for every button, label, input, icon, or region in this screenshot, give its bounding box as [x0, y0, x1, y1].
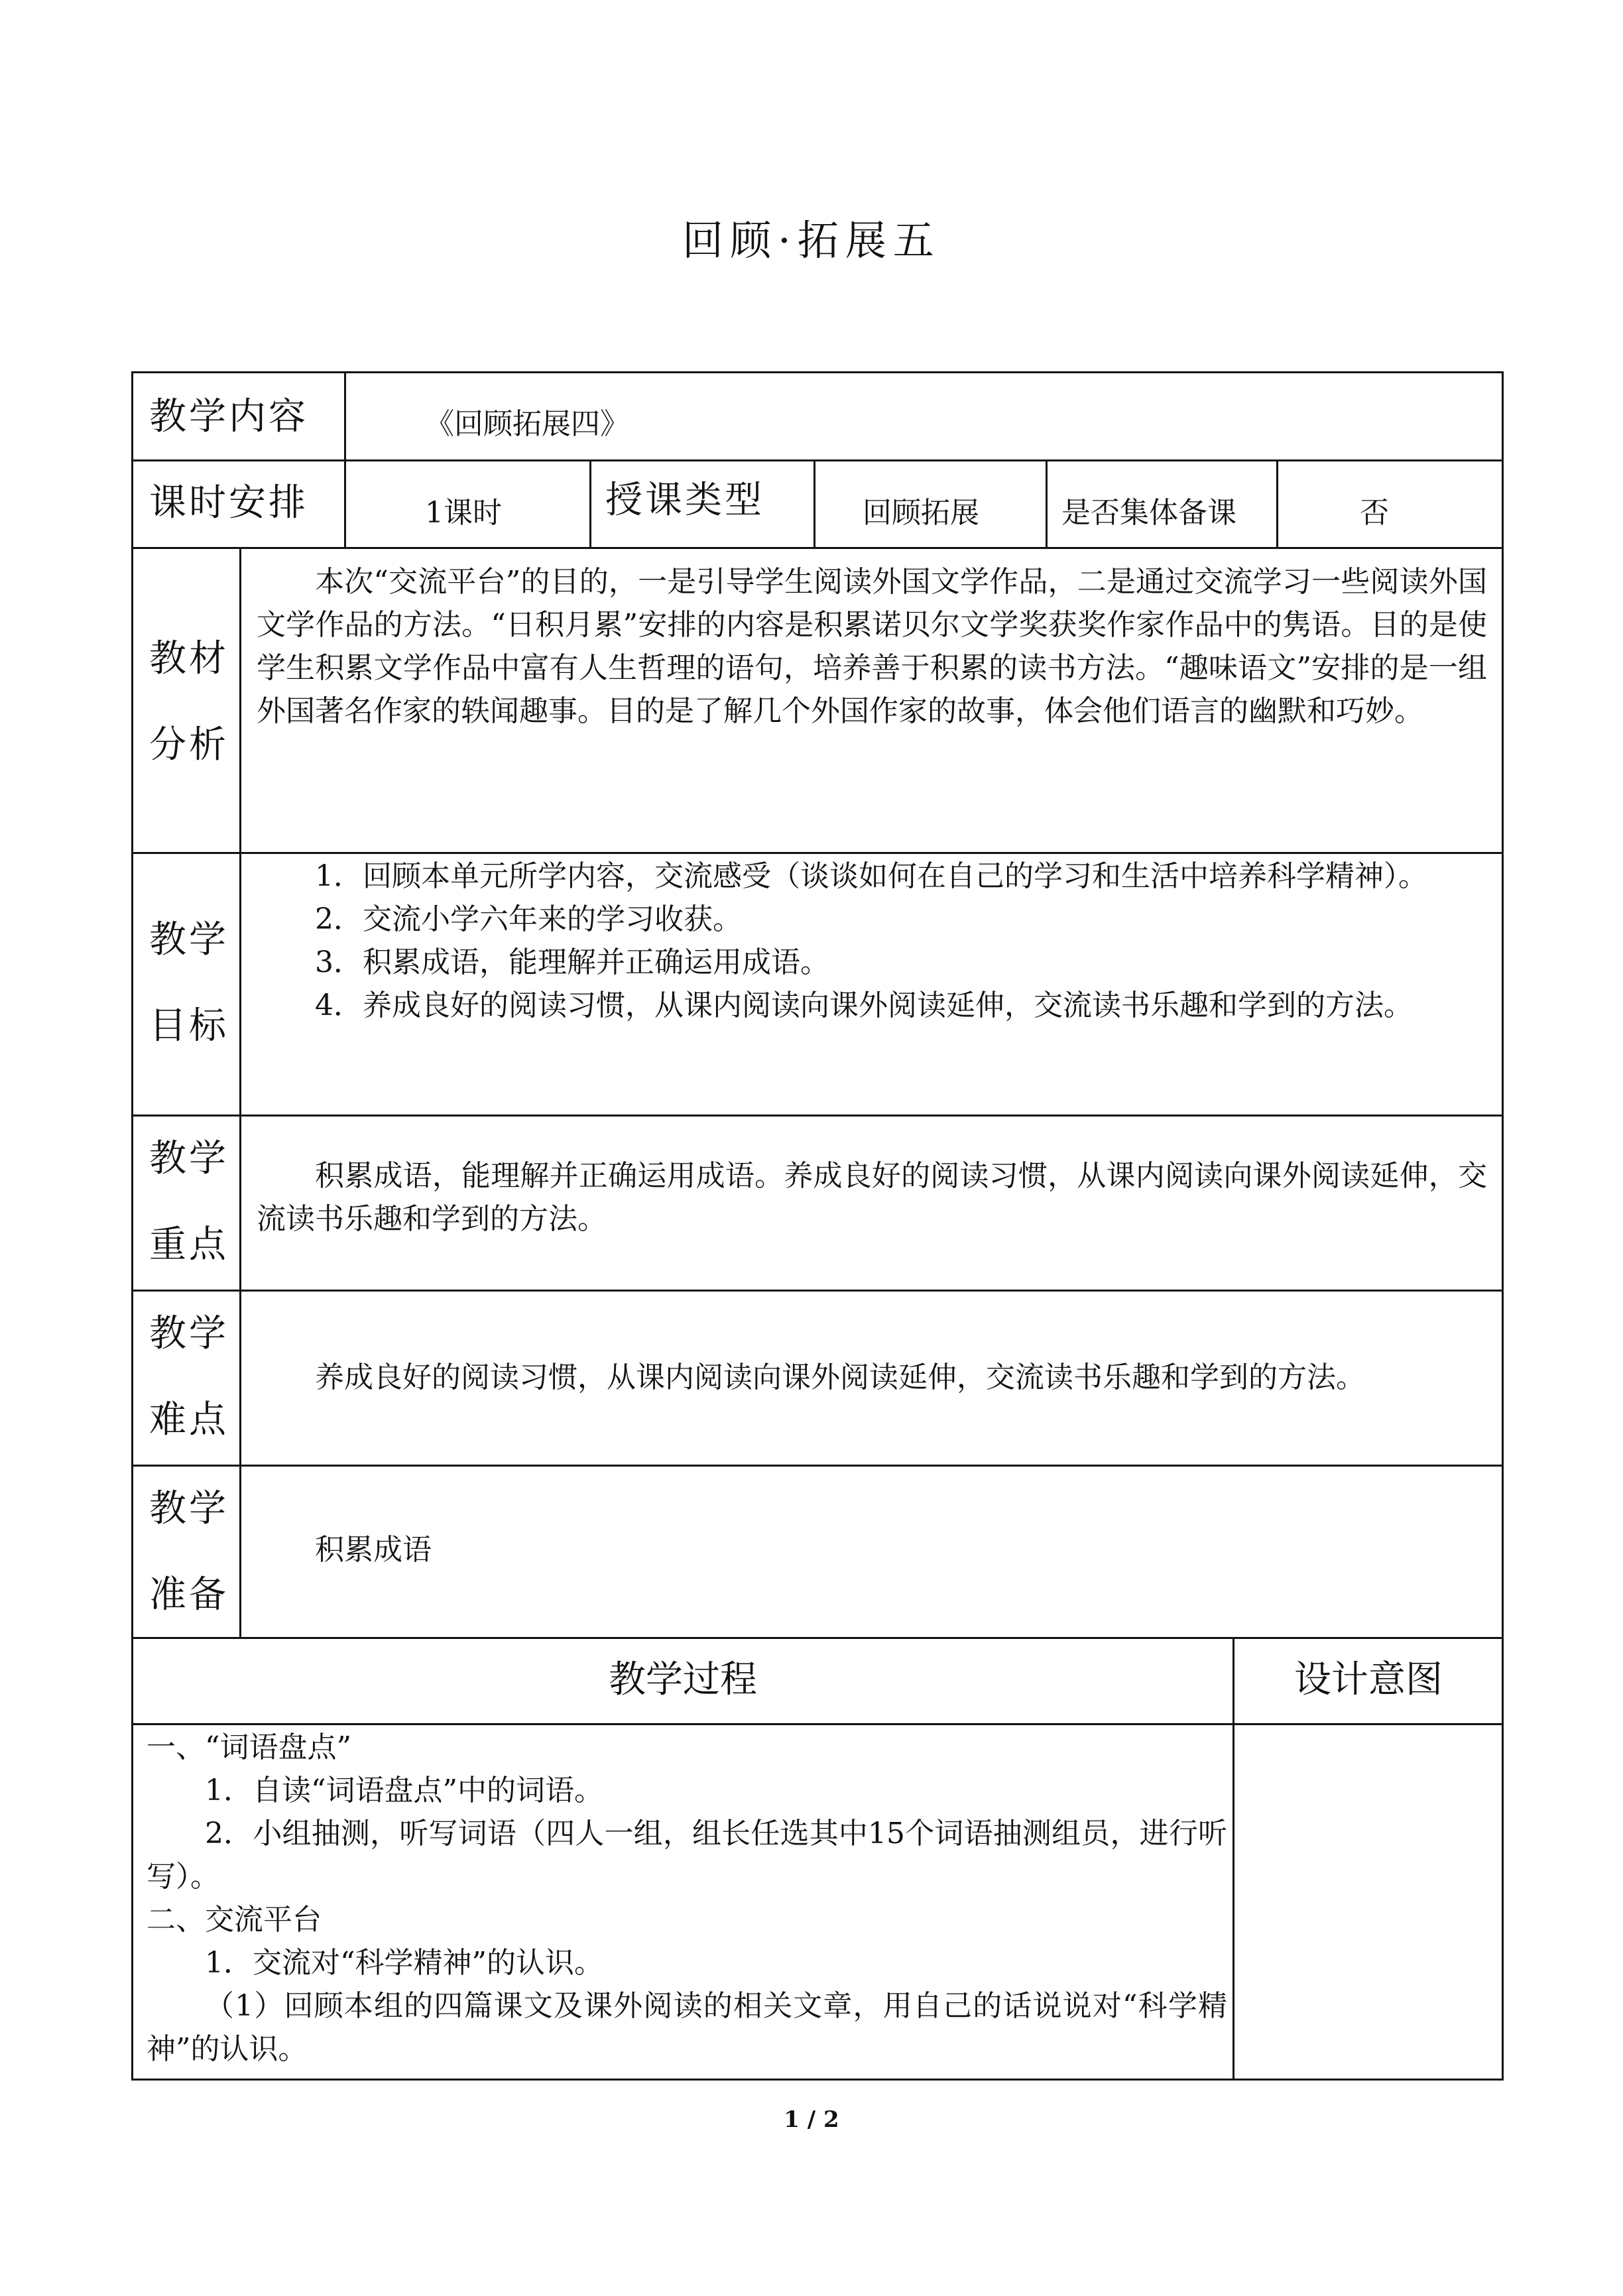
process-header: 教学过程 [609, 1658, 757, 1701]
difficulties-text: 养成良好的阅读习惯，从课内阅读向课外阅读延伸，交流读书乐趣和学到的方法。 [315, 1360, 1365, 1394]
goal-item: 3．积累成语，能理解并正确运用成语。 [315, 945, 829, 979]
goals-label-line1: 教学 [149, 918, 229, 961]
page-title: 回顾·拓展五 [682, 216, 941, 265]
schedule-label: 课时安排 [149, 481, 308, 524]
process-item: 2．小组抽测，听写词语（四人一组，组长任选其中15个词语抽测组员，进行听写）。 [147, 1817, 1227, 1894]
col-divider [1046, 459, 1048, 547]
process-section-title: 二、交流平台 [147, 1903, 322, 1937]
row-divider [133, 852, 1502, 854]
content-label: 教学内容 [149, 395, 308, 438]
col-divider [1276, 459, 1278, 547]
row-divider [133, 1723, 1502, 1725]
preparation-text: 积累成语 [315, 1533, 432, 1567]
hours-value: 1课时 [425, 496, 502, 530]
difficulties-label-line1: 教学 [149, 1312, 229, 1355]
difficulties-label [149, 1291, 235, 1463]
type-label: 授课类型 [605, 479, 764, 522]
row-divider [133, 547, 1502, 549]
group-prep-value: 否 [1360, 496, 1389, 530]
process-content [147, 1726, 1227, 2077]
col-divider [239, 547, 241, 1637]
lesson-plan-table [131, 371, 1504, 2081]
process-section-title: 一、“词语盘点” [147, 1730, 351, 1764]
type-value: 回顾拓展 [863, 496, 979, 530]
process-item: （1）回顾本组的四篇课文及课外阅读的相关文章，用自己的话说说对“科学精神”的认识。 [147, 1989, 1227, 2066]
preparation-label-line2: 准备 [149, 1573, 229, 1616]
keypoints-text: 积累成语，能理解并正确运用成语。养成良好的阅读习惯，从课内阅读向课外阅读延伸，交流读书乐趣和学到的方法。 [257, 1159, 1487, 1236]
keypoints-label [149, 1116, 235, 1288]
material-analysis-text: 本次“交流平台”的目的，一是引导学生阅读外国文学作品，二是通过交流学习一些阅读外国文学作品的方法。“日积月累”安排的内容是积累诺贝尔文学奖获奖作家作品中的隽语。目的是使学生积累文学作品中富有人生哲理的语句，培养善于积累的读书方法。“趣味语文”安排的是一组外国著名作家的轶闻趣事。目的是了解几个外国作家的故事，体会他们语言的幽默和巧妙。 [257, 565, 1487, 728]
goals-label-line2: 目标 [149, 1004, 229, 1048]
material-label [149, 616, 235, 788]
row-divider [133, 1290, 1502, 1292]
col-divider [344, 373, 346, 547]
goals-list [257, 855, 1487, 1113]
col-divider [589, 459, 591, 547]
row-divider [133, 1465, 1502, 1467]
goal-item: 2．交流小学六年来的学习收获。 [315, 902, 742, 936]
content-value: 《回顾拓展四》 [425, 407, 629, 441]
col-divider [813, 459, 815, 547]
keypoints-label-line2: 重点 [149, 1223, 229, 1266]
material-label-line1: 教材 [149, 637, 229, 680]
col-divider [1232, 1637, 1234, 2079]
keypoints-label-line1: 教学 [149, 1137, 229, 1180]
difficulties-label-line2: 难点 [149, 1398, 229, 1441]
process-item: 1．交流对“科学精神”的认识。 [205, 1946, 603, 1980]
goal-item: 1．回顾本单元所学内容，交流感受（谈谈如何在自己的学习和生活中培养科学精神）。 [315, 859, 1427, 893]
page-number: 1 / 2 [784, 2106, 839, 2133]
process-item: 1．自读“词语盘点”中的词语。 [205, 1774, 603, 1807]
goal-item: 4．养成良好的阅读习惯，从课内阅读向课外阅读延伸，交流读书乐趣和学到的方法。 [315, 989, 1413, 1022]
material-label-line2: 分析 [149, 723, 229, 766]
goals-label [149, 897, 235, 1069]
row-divider [133, 1115, 1502, 1117]
preparation-label-line1: 教学 [149, 1487, 229, 1530]
intent-header: 设计意图 [1294, 1658, 1443, 1701]
group-prep-label: 是否集体备课 [1061, 496, 1236, 530]
preparation-label [149, 1466, 235, 1638]
